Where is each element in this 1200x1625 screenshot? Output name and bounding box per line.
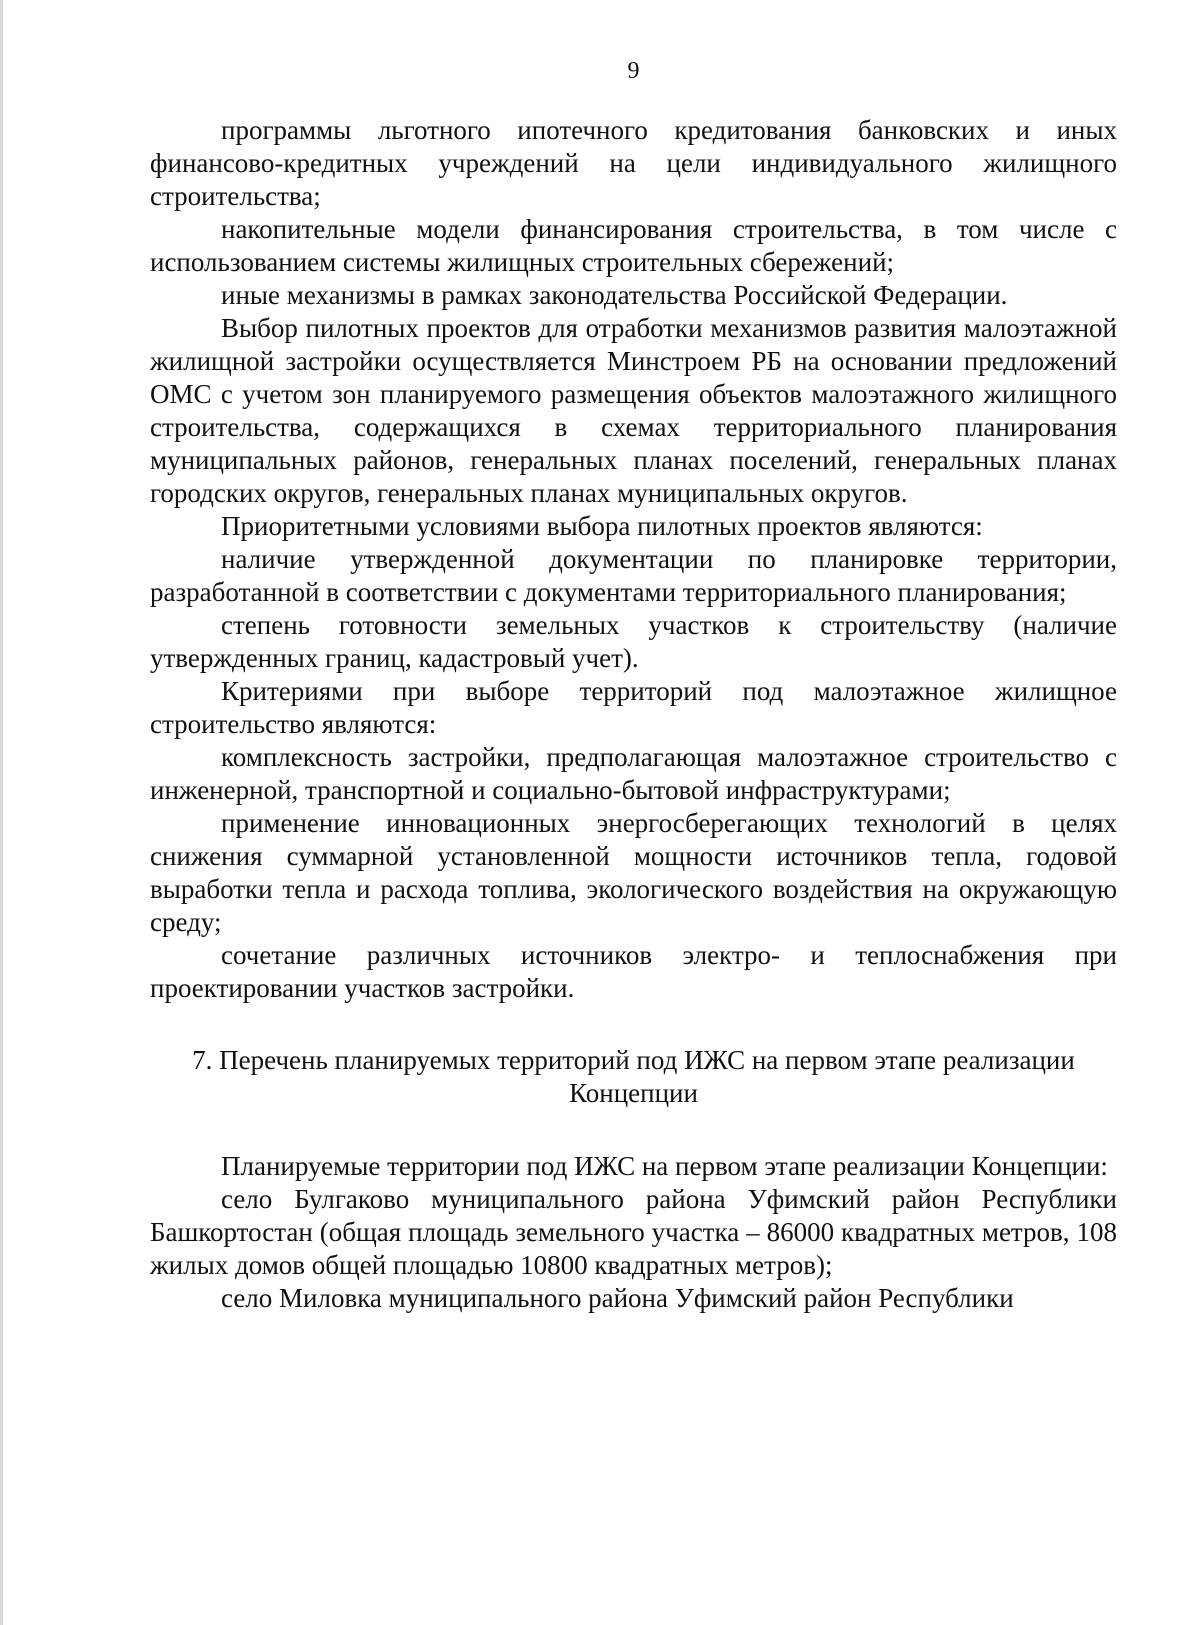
paragraph: иные механизмы в рамках законодательства Российской Федерации. (221, 280, 1008, 310)
paragraph: сочетание различных источников электро- и теплоснабжения при проектировании участков застройки. (150, 940, 1117, 1003)
page-number: 9 (627, 58, 640, 84)
paragraph: Приоритетными условиями выбора пилотных проектов являются: (221, 511, 983, 541)
document-body (150, 114, 1117, 1315)
paragraph: комплексность застройки, предполагающая малоэтажное строительство с инженерной, транспортной и социально-бытовой инфраструктурами; (150, 742, 1117, 805)
scan-edge (0, 0, 3, 1625)
paragraph: село Булгаково муниципального района Уфимский район Республики Башкортостан (общая площадь земельного участка – 86000 квадратных метров, 108 жилых домов общей площадью 10800 квадратных метров); (150, 1184, 1117, 1280)
document-page (150, 0, 1117, 1625)
section-heading: 7. Перечень планируемых территорий под ИЖС на первом этапе реализации Концепции (192, 1045, 1075, 1108)
paragraph: накопительные модели финансирования строительства, в том числе с использованием системы жилищных строительных сбережений; (150, 214, 1117, 277)
paragraph: программы льготного ипотечного кредитования банковских и иных финансово-кредитных учреждений на цели индивидуального жилищного строительства; (150, 115, 1117, 211)
paragraph: Планируемые территории под ИЖС на первом этапе реализации Концепции: (221, 1151, 1108, 1181)
paragraph: Выбор пилотных проектов для отработки механизмов развития малоэтажной жилищной застройки осуществляется Минстроем РБ на основании предложений ОМС с учетом зон планируемого размещения объектов малоэтажного жилищного строительства, содержащихся в схемах территориального планирования муниципальных районов, генеральных планах поселений, генеральных планах городских округов, генеральных планах муниципальных округов. (150, 313, 1117, 508)
paragraph: Критериями при выборе территорий под малоэтажное жилищное строительство являются: (150, 676, 1117, 739)
paragraph: степень готовности земельных участков к строительству (наличие утвержденных границ, кадастровый учет). (150, 610, 1117, 673)
paragraph: применение инновационных энергосберегающих технологий в целях снижения суммарной установленной мощности источников тепла, годовой выработки тепла и расхода топлива, экологического воздействия на окружающую среду; (150, 808, 1117, 937)
paragraph: наличие утвержденной документации по планировке территории, разработанной в соответствии с документами территориального планирования; (150, 544, 1117, 607)
paragraph: село Миловка муниципального района Уфимский район Республики (221, 1283, 1014, 1313)
